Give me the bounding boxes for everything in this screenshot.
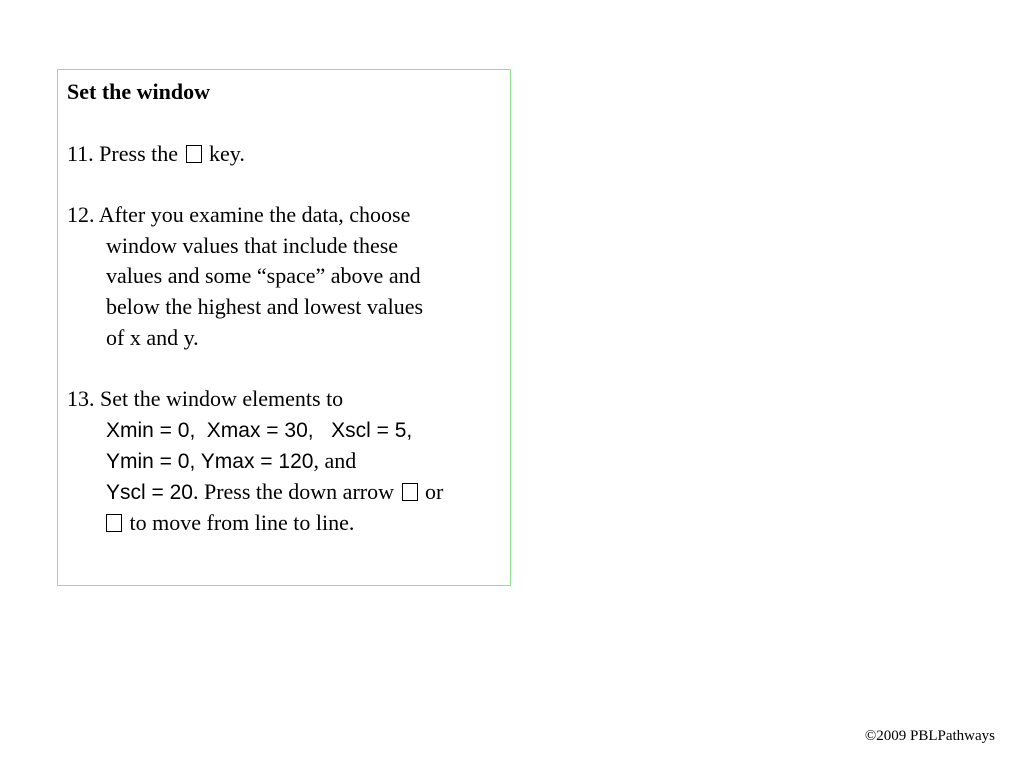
- step-11-suffix: key.: [209, 141, 245, 166]
- yscl-value: Yscl = 20: [106, 481, 193, 504]
- step-12-line-4: below the highest and lowest values: [106, 294, 424, 319]
- step-13-yscl-line: [106, 479, 443, 506]
- down-arrow-key-icon: [402, 483, 418, 501]
- step-13-last-line: [106, 510, 354, 536]
- xmax-value: Xmax = 30,: [206, 419, 314, 442]
- up-arrow-key-icon: [106, 514, 122, 532]
- step-12-line-2: window values that include these: [106, 233, 399, 258]
- section-heading: Set the window: [67, 79, 211, 104]
- step-13-x-values: [106, 417, 412, 444]
- step-12-line-5: of x and y.: [106, 325, 199, 350]
- press-down-text: . Press the down arrow: [192, 479, 394, 504]
- step-11: [67, 141, 245, 167]
- ymin-value: Ymin = 0,: [106, 450, 196, 473]
- step-12-line-1: 12. After you examine the data, choose: [67, 202, 411, 227]
- move-text: to move from line to line.: [129, 510, 355, 535]
- step-11-prefix: 11. Press the: [67, 141, 179, 166]
- ymax-value: Ymax = 120: [200, 450, 314, 473]
- copyright-footer: ©2009 PBLPathways: [864, 728, 995, 744]
- step-13-y-values: [106, 448, 356, 475]
- step-13-line-1: 13. Set the window elements to: [67, 386, 344, 411]
- window-key-icon: [186, 145, 202, 163]
- step-12-line-3: values and some “space” above and: [106, 263, 421, 288]
- xmin-value: Xmin = 0,: [106, 419, 196, 442]
- or-text: or: [425, 479, 444, 504]
- and-text: , and: [313, 448, 357, 473]
- xscl-value: Xscl = 5,: [331, 419, 413, 442]
